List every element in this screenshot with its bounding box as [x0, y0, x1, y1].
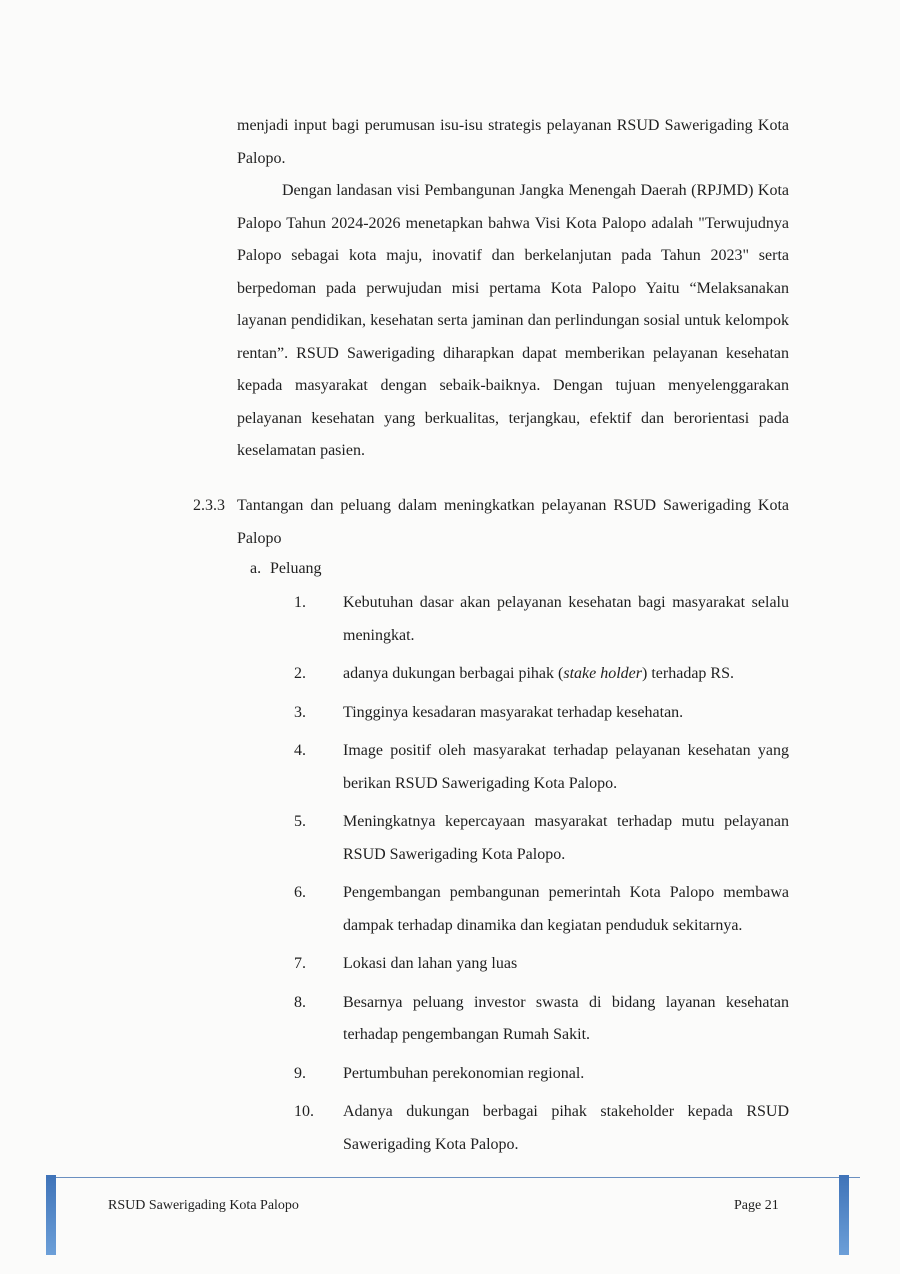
list-item-text: Kebutuhan dasar akan pelayanan kesehatan bagi masyarakat selalu meningkat. [343, 594, 789, 644]
list-item-text: Besarnya peluang investor swasta di bidang layanan kesehatan terhadap pengembangan Rumah Sakit. [343, 993, 789, 1043]
list-item-text-italic: stake holder [563, 665, 643, 682]
list-item [0, 877, 900, 942]
list-item-text: Pengembangan pembangunan pemerintah Kota Palopo membawa dampak terhadap dinamika dan kegiatan penduduk sekitarnya. [343, 884, 789, 934]
list-item-number: 5. [294, 813, 306, 830]
opportunity-list [0, 587, 900, 1167]
body-paragraph-continued: menjadi input bagi perumusan isu-isu strategis pelayanan RSUD Sawerigading Kota Palopo. [237, 117, 789, 167]
list-item-text: Lokasi dan lahan yang luas [343, 955, 518, 972]
body-paragraph-vision: Dengan landasan visi Pembangunan Jangka Menengah Daerah (RPJMD) Kota Palopo Tahun 2024-2026 menetapkan bahwa Visi Kota Palopo adalah "Terwujudnya Palopo sebagai kota maju, inovatif dan berkelanjutan pada Tahun 2023" serta berpedoman pada perwujudan misi pertama Kota Palopo Yaitu “Melaksanakan layanan pendidikan, kesehatan serta jaminan dan perlindungan sosial untuk kelompok rentan”. RSUD Sawerigading diharapkan dapat memberikan pelayanan kesehatan kepada masyarakat dengan sebaik-baiknya. Dengan tujuan menyelenggarakan pelayanan kesehatan yang berkualitas, terjangkau, efektif dan berorientasi pada keselamatan pasien. [237, 182, 789, 459]
list-item [0, 1058, 900, 1091]
subsection-title: Peluang [270, 560, 322, 577]
footer-institution: RSUD Sawerigading Kota Palopo [108, 1198, 299, 1213]
list-item-text: Tingginya kesadaran masyarakat terhadap kesehatan. [343, 703, 684, 721]
footer-page-number: Page 21 [734, 1198, 779, 1213]
list-item-text: Image positif oleh masyarakat terhadap pelayanan kesehatan yang berikan RSUD Sawerigading Kota Palopo. [343, 742, 789, 792]
list-item-number: 4. [294, 742, 306, 759]
list-item-text [343, 658, 789, 691]
list-item-number: 3. [294, 703, 306, 721]
list-item-number: 6. [294, 884, 306, 901]
list-item [0, 948, 900, 981]
subsection-letter: a. [250, 560, 262, 577]
list-item-number: 7. [294, 955, 306, 972]
list-item-text: Pertumbuhan perekonomian regional. [343, 1064, 585, 1082]
list-item [0, 735, 900, 800]
list-item [0, 587, 900, 652]
list-item-number: 1. [294, 594, 306, 611]
list-item [0, 1096, 900, 1161]
list-item-number: 2. [294, 665, 306, 682]
footer-divider [46, 1177, 860, 1178]
list-item-number: 10. [294, 1103, 314, 1120]
list-item-number: 9. [294, 1064, 306, 1082]
list-item [0, 806, 900, 871]
footer-left-accent-bar [46, 1175, 56, 1255]
section-title: Tantangan dan peluang dalam meningkatkan pelayanan RSUD Sawerigading Kota Palopo [237, 497, 789, 547]
list-item-text: Meningkatnya kepercayaan masyarakat terhadap mutu pelayanan RSUD Sawerigading Kota Palopo. [343, 813, 789, 863]
footer-right-accent-bar [839, 1175, 849, 1255]
list-item [0, 658, 900, 691]
list-item [0, 697, 900, 730]
list-item-number: 8. [294, 993, 306, 1011]
list-item-text-before: adanya dukungan berbagai pihak ( [343, 665, 564, 682]
list-item-text-after: ) terhadap RS. [642, 665, 734, 682]
section-number: 2.3.3 [193, 497, 225, 514]
list-item [0, 987, 900, 1052]
list-item-text: Adanya dukungan berbagai pihak stakeholder kepada RSUD Sawerigading Kota Palopo. [343, 1103, 789, 1153]
